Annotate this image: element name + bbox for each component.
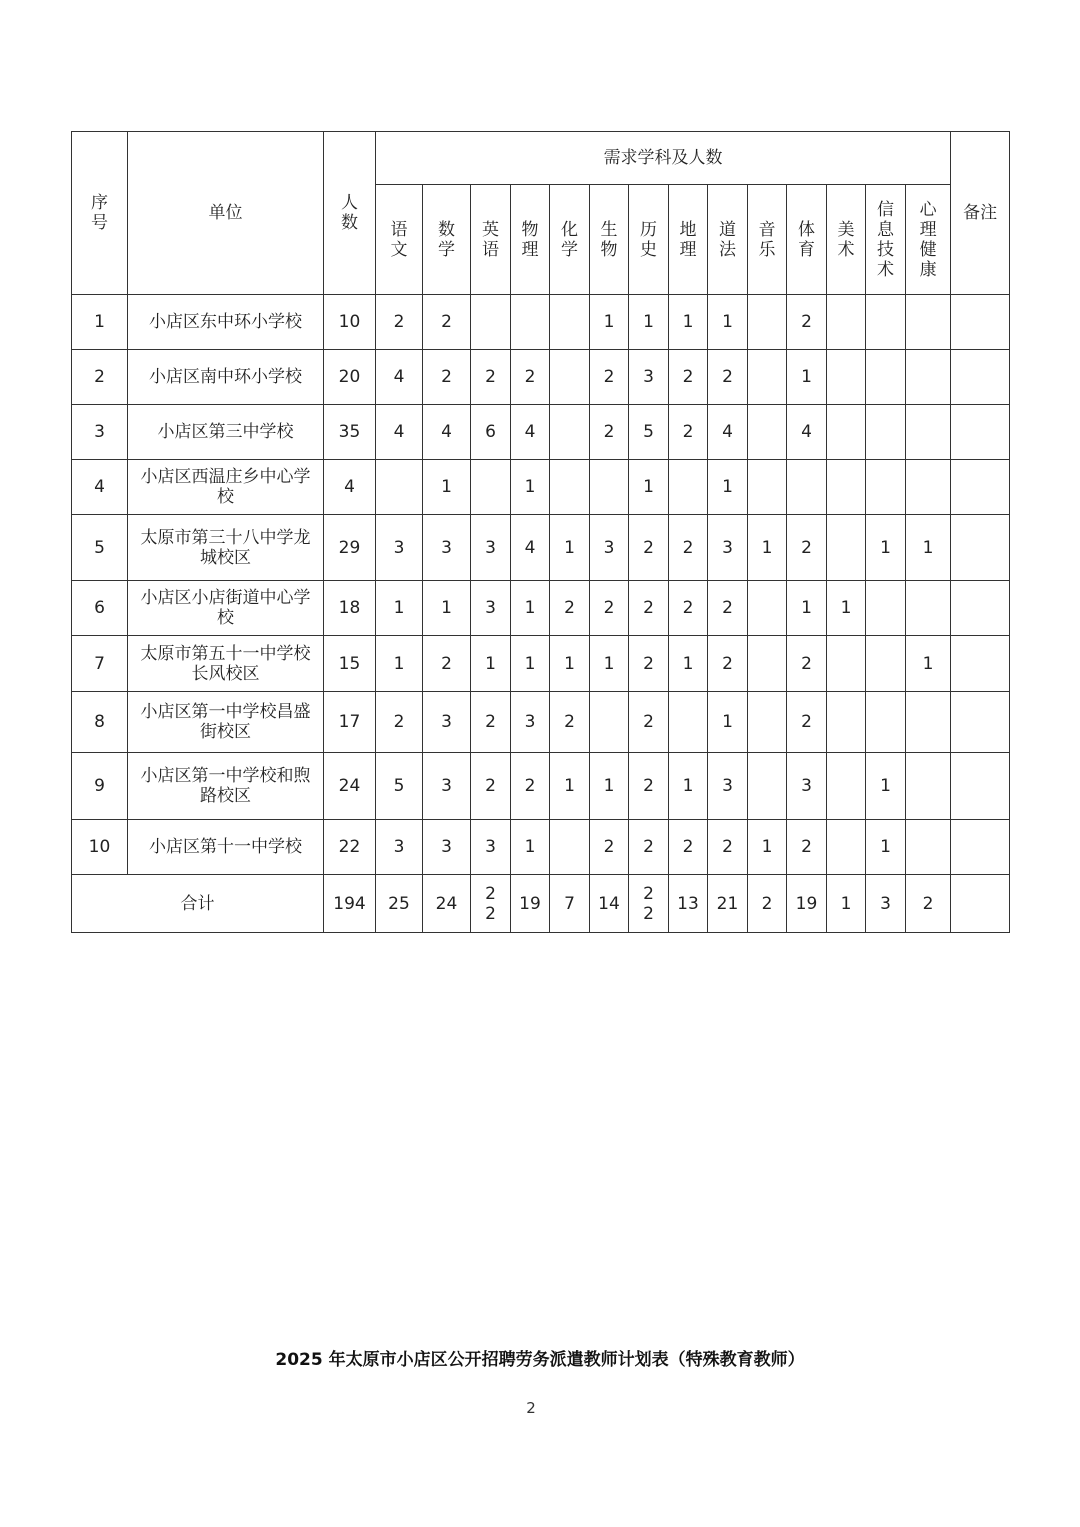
row-count: 22 bbox=[324, 820, 376, 875]
row-remark bbox=[951, 820, 1010, 875]
row-subject-count: 1 bbox=[906, 515, 951, 581]
table-row bbox=[72, 820, 1010, 875]
row-subject-count: 1 bbox=[866, 515, 906, 581]
row-subject-count bbox=[906, 405, 951, 460]
row-subject-count bbox=[550, 460, 590, 515]
row-subject-count: 3 bbox=[423, 820, 471, 875]
row-subject-count: 3 bbox=[423, 753, 471, 820]
row-count: 4 bbox=[324, 460, 376, 515]
row-subject-count: 2 bbox=[629, 581, 669, 636]
row-remark bbox=[951, 515, 1010, 581]
table-row bbox=[72, 636, 1010, 692]
row-remark bbox=[951, 636, 1010, 692]
header-subject: 生物 bbox=[590, 185, 629, 295]
row-subject-count: 3 bbox=[590, 515, 629, 581]
header-subjects-group: 需求学科及人数 bbox=[376, 132, 951, 185]
row-remark bbox=[951, 692, 1010, 753]
row-unit: 小店区第三中学校 bbox=[128, 405, 324, 460]
row-subject-count bbox=[827, 515, 866, 581]
row-seq: 1 bbox=[72, 295, 128, 350]
row-subject-count: 1 bbox=[669, 636, 708, 692]
row-subject-count: 2 bbox=[787, 692, 827, 753]
row-subject-count: 2 bbox=[629, 515, 669, 581]
row-unit: 太原市第三十八中学龙城校区 bbox=[128, 515, 324, 581]
total-subject-count: 19 bbox=[511, 875, 550, 933]
row-subject-count: 2 bbox=[669, 820, 708, 875]
row-subject-count: 1 bbox=[629, 460, 669, 515]
row-subject-count: 3 bbox=[423, 692, 471, 753]
header-remarks: 备注 bbox=[951, 132, 1010, 295]
row-subject-count: 2 bbox=[590, 820, 629, 875]
row-subject-count: 2 bbox=[471, 753, 511, 820]
total-subject-count: 13 bbox=[669, 875, 708, 933]
row-count: 18 bbox=[324, 581, 376, 636]
row-subject-count: 2 bbox=[471, 350, 511, 405]
row-subject-count: 2 bbox=[423, 295, 471, 350]
row-subject-count: 2 bbox=[590, 581, 629, 636]
row-unit: 小店区第十一中学校 bbox=[128, 820, 324, 875]
row-subject-count: 3 bbox=[471, 581, 511, 636]
row-subject-count: 2 bbox=[590, 405, 629, 460]
row-subject-count bbox=[471, 295, 511, 350]
row-subject-count bbox=[866, 405, 906, 460]
row-subject-count bbox=[748, 692, 787, 753]
row-subject-count bbox=[550, 295, 590, 350]
row-subject-count bbox=[550, 350, 590, 405]
row-subject-count bbox=[827, 753, 866, 820]
row-subject-count bbox=[748, 636, 787, 692]
row-count: 10 bbox=[324, 295, 376, 350]
header-subject: 历史 bbox=[629, 185, 669, 295]
row-subject-count: 2 bbox=[550, 692, 590, 753]
total-subject-count: 24 bbox=[423, 875, 471, 933]
header-subject: 心理健康 bbox=[906, 185, 951, 295]
row-subject-count bbox=[748, 460, 787, 515]
total-subject-count: 22 bbox=[471, 875, 511, 933]
total-subject-count: 19 bbox=[787, 875, 827, 933]
row-subject-count bbox=[827, 405, 866, 460]
row-subject-count: 2 bbox=[787, 295, 827, 350]
total-subject-count: 25 bbox=[376, 875, 423, 933]
row-subject-count: 2 bbox=[550, 581, 590, 636]
row-subject-count: 1 bbox=[376, 581, 423, 636]
row-subject-count: 1 bbox=[423, 460, 471, 515]
row-subject-count: 3 bbox=[423, 515, 471, 581]
row-subject-count bbox=[787, 460, 827, 515]
row-subject-count: 3 bbox=[708, 753, 748, 820]
row-subject-count bbox=[748, 405, 787, 460]
row-subject-count: 2 bbox=[787, 820, 827, 875]
row-subject-count: 3 bbox=[471, 820, 511, 875]
row-subject-count: 2 bbox=[708, 581, 748, 636]
row-subject-count: 2 bbox=[787, 636, 827, 692]
header-subject: 道法 bbox=[708, 185, 748, 295]
header-subject: 数学 bbox=[423, 185, 471, 295]
row-subject-count: 1 bbox=[866, 753, 906, 820]
row-subject-count: 1 bbox=[511, 820, 550, 875]
row-unit: 小店区小店街道中心学校 bbox=[128, 581, 324, 636]
row-seq: 6 bbox=[72, 581, 128, 636]
row-subject-count bbox=[748, 295, 787, 350]
header-unit: 单位 bbox=[128, 132, 324, 295]
row-subject-count bbox=[550, 405, 590, 460]
row-count: 29 bbox=[324, 515, 376, 581]
row-subject-count: 2 bbox=[708, 820, 748, 875]
header-subject: 化学 bbox=[550, 185, 590, 295]
table-row bbox=[72, 295, 1010, 350]
row-count: 24 bbox=[324, 753, 376, 820]
row-subject-count bbox=[906, 350, 951, 405]
row-subject-count: 1 bbox=[787, 350, 827, 405]
row-subject-count: 3 bbox=[471, 515, 511, 581]
table-row bbox=[72, 405, 1010, 460]
row-subject-count: 1 bbox=[827, 581, 866, 636]
table-row bbox=[72, 692, 1010, 753]
row-unit: 小店区东中环小学校 bbox=[128, 295, 324, 350]
row-remark bbox=[951, 350, 1010, 405]
row-count: 20 bbox=[324, 350, 376, 405]
row-subject-count: 1 bbox=[708, 295, 748, 350]
row-subject-count bbox=[827, 295, 866, 350]
row-seq: 10 bbox=[72, 820, 128, 875]
total-subject-count: 14 bbox=[590, 875, 629, 933]
row-count: 17 bbox=[324, 692, 376, 753]
row-count: 15 bbox=[324, 636, 376, 692]
row-count: 35 bbox=[324, 405, 376, 460]
row-subject-count bbox=[748, 581, 787, 636]
row-subject-count: 2 bbox=[629, 636, 669, 692]
total-subject-count: 3 bbox=[866, 875, 906, 933]
row-subject-count: 4 bbox=[511, 405, 550, 460]
header-subject: 美术 bbox=[827, 185, 866, 295]
row-subject-count: 2 bbox=[669, 515, 708, 581]
row-subject-count: 2 bbox=[423, 636, 471, 692]
row-subject-count bbox=[906, 295, 951, 350]
row-subject-count bbox=[669, 460, 708, 515]
row-subject-count: 3 bbox=[511, 692, 550, 753]
row-subject-count: 1 bbox=[669, 753, 708, 820]
total-remark bbox=[951, 875, 1010, 933]
row-subject-count: 1 bbox=[748, 515, 787, 581]
table-row bbox=[72, 515, 1010, 581]
row-subject-count: 1 bbox=[669, 295, 708, 350]
row-subject-count bbox=[827, 820, 866, 875]
teacher-plan-table bbox=[71, 131, 1010, 933]
row-subject-count: 1 bbox=[376, 636, 423, 692]
table-row bbox=[72, 460, 1010, 515]
row-subject-count bbox=[748, 350, 787, 405]
row-subject-count bbox=[471, 460, 511, 515]
row-subject-count: 2 bbox=[629, 692, 669, 753]
row-subject-count bbox=[511, 295, 550, 350]
document-title: 2025 年太原市小店区公开招聘劳务派遣教师计划表（特殊教育教师） bbox=[275, 1350, 805, 1370]
row-subject-count: 4 bbox=[423, 405, 471, 460]
table-row bbox=[72, 350, 1010, 405]
row-subject-count: 1 bbox=[511, 636, 550, 692]
header-subject: 信息技术 bbox=[866, 185, 906, 295]
total-row bbox=[72, 875, 1010, 933]
row-seq: 2 bbox=[72, 350, 128, 405]
row-subject-count bbox=[376, 460, 423, 515]
page-number: 2 bbox=[526, 1399, 536, 1417]
row-subject-count: 2 bbox=[669, 405, 708, 460]
row-subject-count bbox=[590, 460, 629, 515]
row-seq: 8 bbox=[72, 692, 128, 753]
row-subject-count bbox=[906, 581, 951, 636]
row-seq: 4 bbox=[72, 460, 128, 515]
row-subject-count: 1 bbox=[550, 515, 590, 581]
row-subject-count bbox=[590, 692, 629, 753]
row-subject-count: 4 bbox=[376, 350, 423, 405]
row-remark bbox=[951, 405, 1010, 460]
row-subject-count: 3 bbox=[376, 515, 423, 581]
row-subject-count: 1 bbox=[590, 753, 629, 820]
row-subject-count bbox=[866, 460, 906, 515]
row-subject-count bbox=[827, 692, 866, 753]
row-subject-count: 2 bbox=[511, 350, 550, 405]
row-subject-count: 1 bbox=[590, 636, 629, 692]
row-subject-count bbox=[866, 636, 906, 692]
row-subject-count: 2 bbox=[376, 295, 423, 350]
header-subject: 语文 bbox=[376, 185, 423, 295]
row-seq: 9 bbox=[72, 753, 128, 820]
row-subject-count bbox=[906, 460, 951, 515]
row-subject-count: 3 bbox=[376, 820, 423, 875]
row-subject-count bbox=[906, 753, 951, 820]
row-subject-count bbox=[866, 295, 906, 350]
row-seq: 5 bbox=[72, 515, 128, 581]
header-subject: 英语 bbox=[471, 185, 511, 295]
row-subject-count: 1 bbox=[866, 820, 906, 875]
row-subject-count: 2 bbox=[669, 350, 708, 405]
row-remark bbox=[951, 460, 1010, 515]
row-subject-count: 2 bbox=[376, 692, 423, 753]
row-subject-count bbox=[866, 692, 906, 753]
row-unit: 小店区西温庄乡中心学校 bbox=[128, 460, 324, 515]
row-subject-count: 2 bbox=[708, 636, 748, 692]
total-count: 194 bbox=[324, 875, 376, 933]
total-subject-count: 2 bbox=[906, 875, 951, 933]
row-subject-count bbox=[669, 692, 708, 753]
row-subject-count: 2 bbox=[708, 350, 748, 405]
row-subject-count bbox=[866, 581, 906, 636]
total-subject-count: 7 bbox=[550, 875, 590, 933]
row-subject-count: 4 bbox=[708, 405, 748, 460]
row-seq: 3 bbox=[72, 405, 128, 460]
row-subject-count: 1 bbox=[511, 581, 550, 636]
table-body bbox=[72, 295, 1010, 933]
row-subject-count bbox=[827, 350, 866, 405]
row-subject-count: 5 bbox=[376, 753, 423, 820]
header-subject: 音乐 bbox=[748, 185, 787, 295]
row-subject-count: 1 bbox=[787, 581, 827, 636]
row-unit: 太原市第五十一中学校长风校区 bbox=[128, 636, 324, 692]
row-subject-count: 2 bbox=[629, 820, 669, 875]
row-subject-count: 2 bbox=[423, 350, 471, 405]
row-unit: 小店区南中环小学校 bbox=[128, 350, 324, 405]
row-subject-count: 2 bbox=[669, 581, 708, 636]
header-seq: 序号 bbox=[72, 132, 128, 295]
row-subject-count: 6 bbox=[471, 405, 511, 460]
row-subject-count bbox=[550, 820, 590, 875]
row-subject-count bbox=[906, 692, 951, 753]
total-subject-count: 22 bbox=[629, 875, 669, 933]
row-subject-count: 1 bbox=[906, 636, 951, 692]
row-subject-count: 1 bbox=[550, 753, 590, 820]
row-subject-count: 3 bbox=[629, 350, 669, 405]
row-subject-count bbox=[748, 753, 787, 820]
row-unit: 小店区第一中学校昌盛街校区 bbox=[128, 692, 324, 753]
row-subject-count bbox=[827, 460, 866, 515]
row-subject-count: 1 bbox=[471, 636, 511, 692]
row-subject-count: 2 bbox=[629, 753, 669, 820]
row-subject-count bbox=[827, 636, 866, 692]
row-subject-count: 1 bbox=[550, 636, 590, 692]
row-subject-count: 3 bbox=[708, 515, 748, 581]
table-row bbox=[72, 753, 1010, 820]
row-subject-count: 2 bbox=[590, 350, 629, 405]
header-count: 人数 bbox=[324, 132, 376, 295]
row-remark bbox=[951, 295, 1010, 350]
row-subject-count: 2 bbox=[511, 753, 550, 820]
row-subject-count: 1 bbox=[629, 295, 669, 350]
table-header bbox=[72, 132, 1010, 295]
header-subject: 体育 bbox=[787, 185, 827, 295]
header-subject: 物理 bbox=[511, 185, 550, 295]
row-remark bbox=[951, 581, 1010, 636]
row-subject-count: 1 bbox=[708, 692, 748, 753]
table-row bbox=[72, 581, 1010, 636]
total-subject-count: 1 bbox=[827, 875, 866, 933]
row-remark bbox=[951, 753, 1010, 820]
row-seq: 7 bbox=[72, 636, 128, 692]
row-subject-count: 1 bbox=[590, 295, 629, 350]
row-subject-count: 4 bbox=[511, 515, 550, 581]
row-subject-count bbox=[866, 350, 906, 405]
row-subject-count: 1 bbox=[511, 460, 550, 515]
row-unit: 小店区第一中学校和煦路校区 bbox=[128, 753, 324, 820]
row-subject-count: 3 bbox=[787, 753, 827, 820]
row-subject-count: 4 bbox=[787, 405, 827, 460]
row-subject-count: 2 bbox=[787, 515, 827, 581]
total-subject-count: 21 bbox=[708, 875, 748, 933]
row-subject-count: 2 bbox=[471, 692, 511, 753]
row-subject-count: 1 bbox=[423, 581, 471, 636]
row-subject-count: 5 bbox=[629, 405, 669, 460]
row-subject-count bbox=[906, 820, 951, 875]
total-subject-count: 2 bbox=[748, 875, 787, 933]
row-subject-count: 4 bbox=[376, 405, 423, 460]
header-subject: 地理 bbox=[669, 185, 708, 295]
row-subject-count: 1 bbox=[748, 820, 787, 875]
row-subject-count: 1 bbox=[708, 460, 748, 515]
total-label: 合计 bbox=[72, 875, 324, 933]
